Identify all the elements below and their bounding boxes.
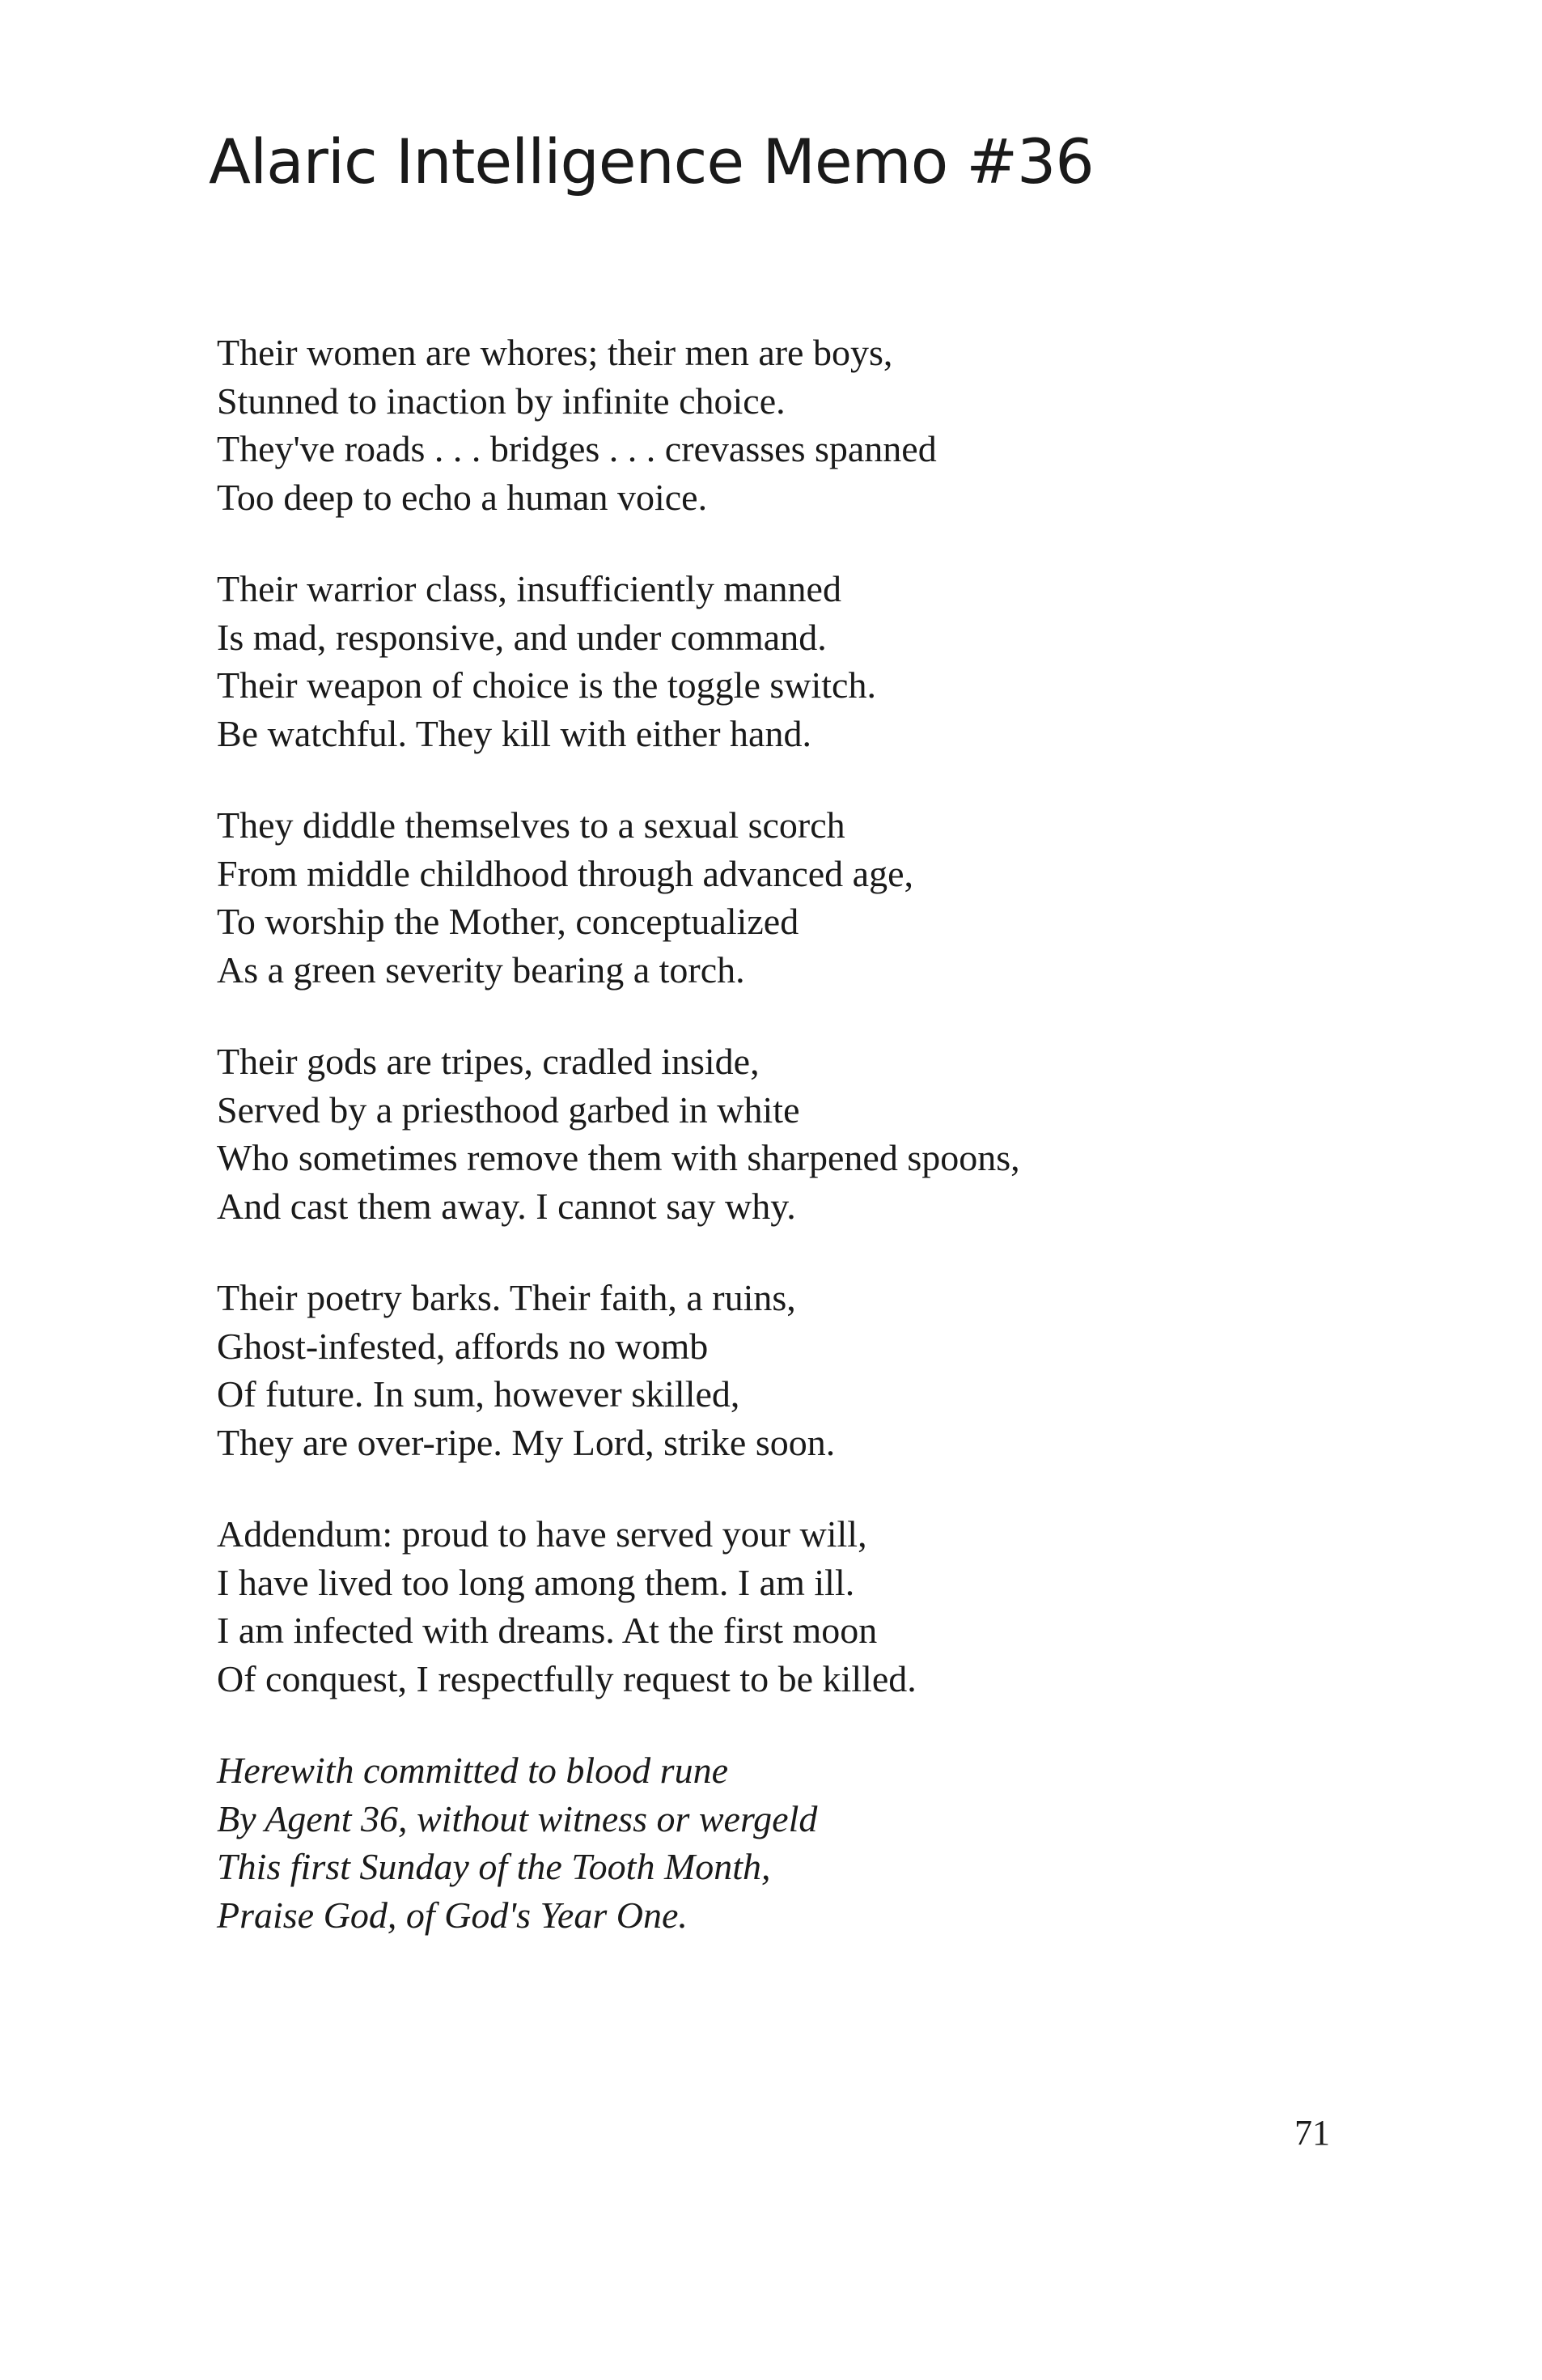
poem-title: Alaric Intelligence Memo #36	[209, 125, 1094, 197]
poem-line: Addendum: proud to have served your will,	[217, 1513, 867, 1555]
poem-line: Of conquest, I respectfully request to be killed.	[217, 1657, 917, 1699]
poem-line: Their warrior class, insufficiently manned	[217, 568, 841, 609]
poem-body	[217, 329, 1349, 1983]
poem-line: As a green severity bearing a torch.	[217, 948, 745, 991]
poem-line: Herewith committed to blood rune	[217, 1750, 728, 1791]
stanza-3	[217, 801, 1349, 994]
stanza-4	[217, 1037, 1349, 1230]
poem-line: They've roads . . . bridges . . . crevasses spanned	[217, 428, 937, 469]
poem-line: Ghost-infested, affords no womb	[217, 1325, 709, 1367]
stanza-5	[217, 1274, 1349, 1466]
poem-line: Too deep to echo a human voice.	[217, 476, 708, 518]
poem-line: Praise God, of God's Year One.	[217, 1894, 688, 1936]
poem-line: They diddle themselves to a sexual scorch	[217, 804, 845, 846]
poem-line: Their weapon of choice is the toggle switch.	[217, 664, 876, 706]
poem-line: Served by a priesthood garbed in white	[217, 1088, 800, 1131]
poem-line: This first Sunday of the Tooth Month,	[217, 1846, 771, 1887]
stanza-1	[217, 329, 1349, 521]
poem-line: Be watchful. They kill with either hand.	[217, 712, 811, 754]
poem-line: Of future. In sum, however skilled,	[217, 1373, 740, 1415]
poem-line: Stunned to inaction by infinite choice.	[217, 380, 786, 422]
stanza-6	[217, 1510, 1349, 1703]
poem-line: From middle childhood through advanced age,	[217, 852, 914, 894]
page-number: 71	[1294, 2113, 1330, 2153]
poem-line: I am infected with dreams. At the first moon	[217, 1610, 878, 1651]
poem-line: To worship the Mother, conceptualized	[217, 901, 799, 942]
poem-line: By Agent 36, without witness or wergeld	[217, 1797, 818, 1839]
poem-line: And cast them away. I cannot say why.	[217, 1185, 796, 1227]
poem-line: Is mad, responsive, and under command.	[217, 616, 827, 658]
poem-line: I have lived too long among them. I am ill.	[217, 1561, 855, 1603]
poem-line: They are over-ripe. My Lord, strike soon.	[217, 1421, 836, 1463]
poem-line: Their poetry barks. Their faith, a ruins,	[217, 1277, 796, 1318]
stanza-signature	[217, 1746, 1349, 1939]
poem-line: Their women are whores; their men are boys,	[217, 332, 893, 373]
stanza-2	[217, 565, 1349, 757]
poem-line: Who sometimes remove them with sharpened spoons,	[217, 1137, 1020, 1178]
poem-line: Their gods are tripes, cradled inside,	[217, 1041, 760, 1082]
